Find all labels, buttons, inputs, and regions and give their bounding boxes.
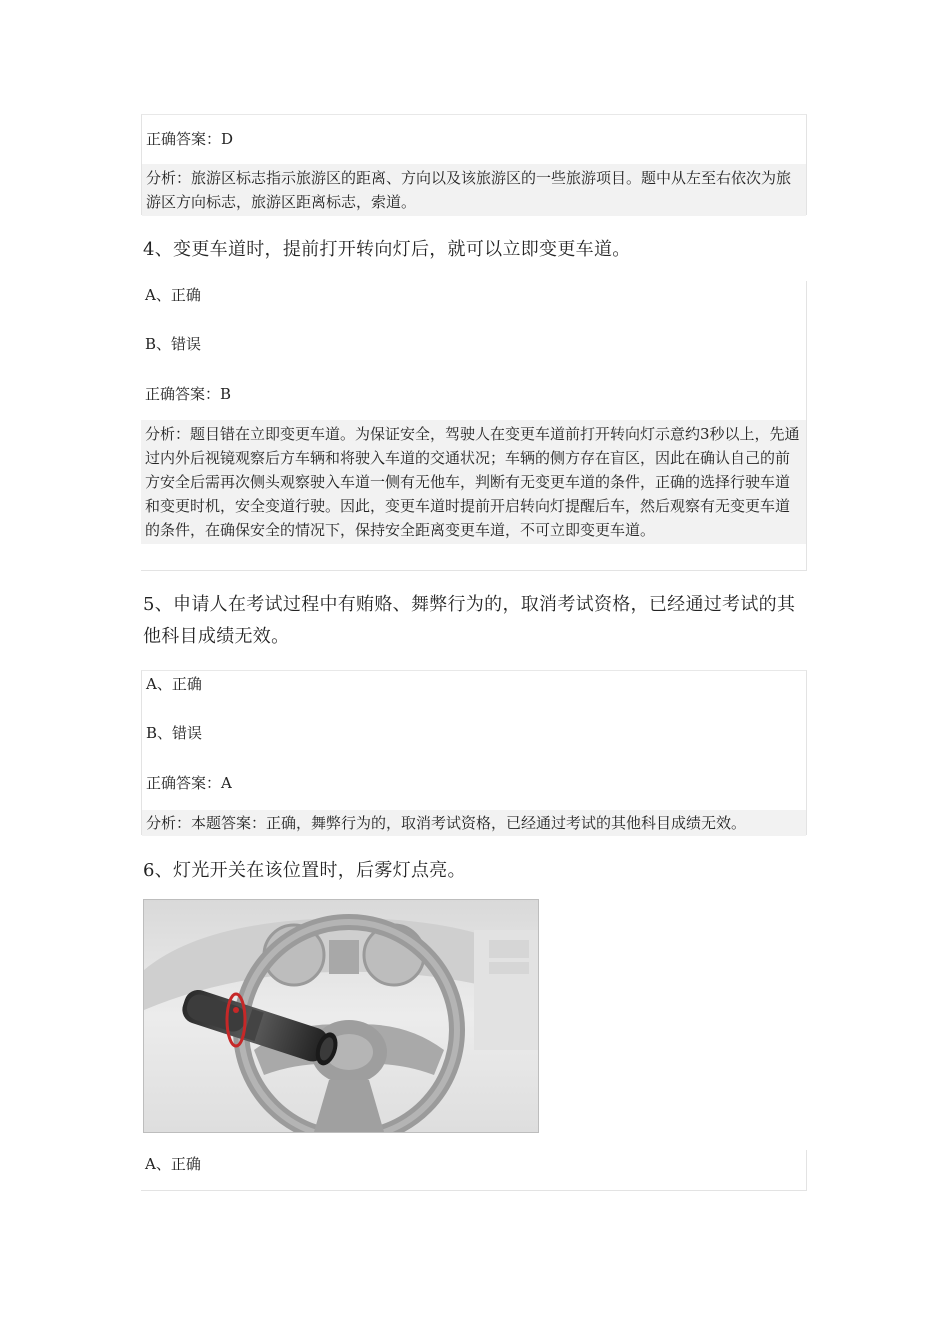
q6-answer-box [141,1150,807,1191]
q4-question: 4、变更车道时，提前打开转向灯后，就可以立即变更车道。 [143,239,631,260]
q3-analysis: 分析：旅游区标志指示旅游区的距离、方向以及该旅游区的一些旅游项目。题中从左至右依次为旅游区方向标志，旅游区距离标志，索道。 [142,164,806,216]
q5-analysis: 分析：本题答案：正确，舞弊行为的，取消考试资格，已经通过考试的其他科目成绩无效。 [142,810,806,836]
steering-wheel-illustration [144,900,538,1132]
q5-answer-box [141,670,807,835]
q4-answer-box [141,281,807,571]
q3-correct-answer: 正确答案：D [146,130,234,148]
q4-option-b[interactable]: B、错误 [145,335,202,353]
q3-answer-box [141,114,807,215]
q4-correct-answer: 正确答案：B [145,385,232,403]
q5-option-b[interactable]: B、错误 [146,724,203,742]
q5-question: 5、申请人在考试过程中有贿赂、舞弊行为的，取消考试资格，已经通过考试的其他科目成绩无效。 [143,594,796,647]
q4-analysis: 分析：题目错在立即变更车道。为保证安全，驾驶人在变更车道前打开转向灯示意约3秒以上，先通过内外后视镜观察后方车辆和将驶入车道的交通状况；车辆的侧方存在盲区，因此在确认自己的前方安全后需再次侧头观察驶入车道一侧有无他车，判断有无变更车道的条件，正确的选择行驶车道和变更时机，安全变道行驶。因此，变更车道时提前开启转向灯提醒后车，然后观察有无变更车道的条件，在确保安全的情况下，保持安全距离变更车道，不可立即变更车道。 [141,420,806,544]
q4-option-a[interactable]: A、正确 [145,286,201,304]
q6-option-a[interactable]: A、正确 [145,1155,201,1173]
q6-question: 6、灯光开关在该位置时，后雾灯点亮。 [143,860,466,881]
steering-wheel-light-switch-image [143,899,539,1133]
q5-option-a[interactable]: A、正确 [146,675,202,693]
q5-correct-answer: 正确答案：A [146,774,232,792]
